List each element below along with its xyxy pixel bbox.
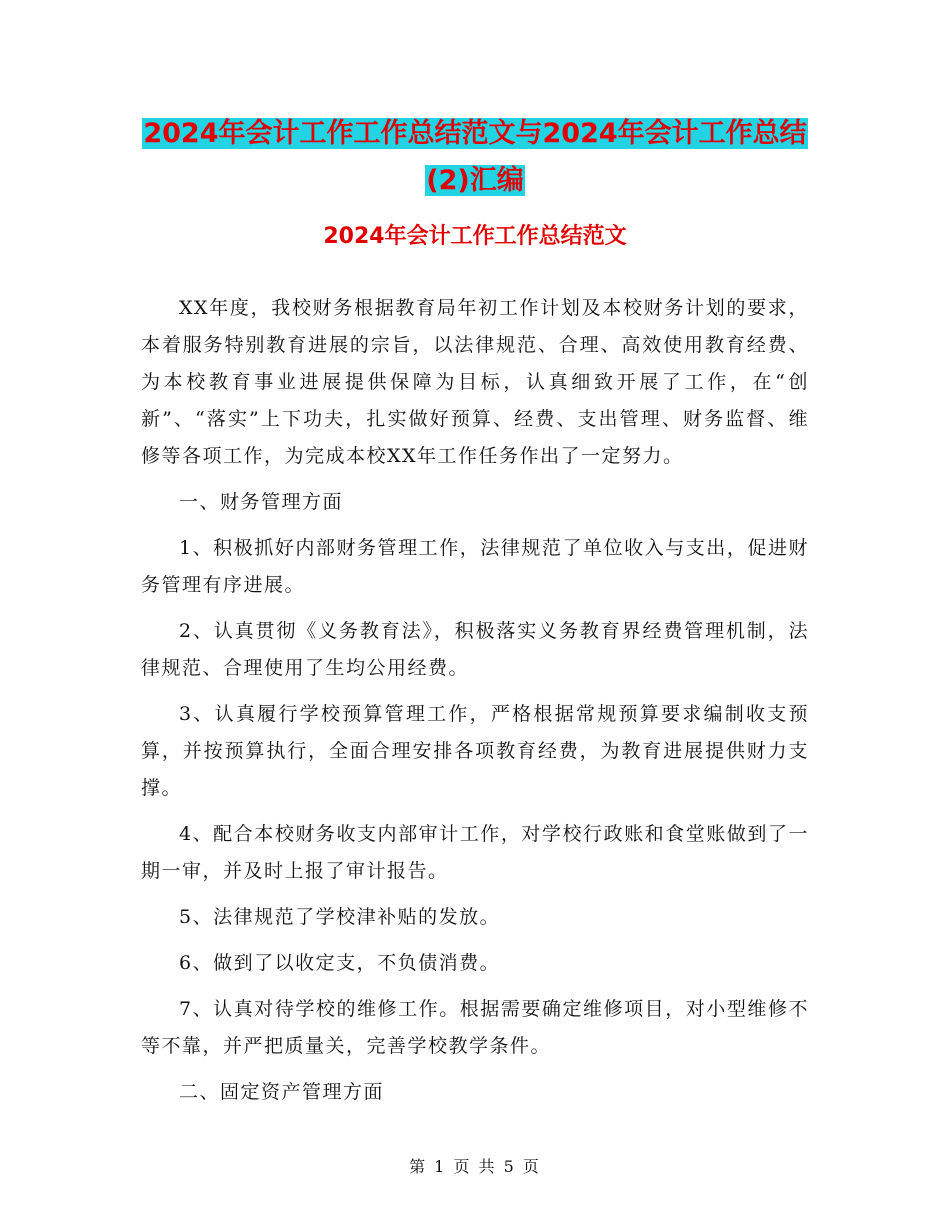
list-item: 2、认真贯彻《义务教育法》，积极落实义务教育界经费管理机制，法律规范、合理使用了生均公用经费。: [141, 620, 809, 679]
document-body: [141, 290, 809, 1120]
heading-fixed-assets: 二、固定资产管理方面: [179, 1081, 385, 1103]
document-title: [140, 110, 810, 204]
list-item: 3、认真履行学校预算管理工作，严格根据常规预算要求编制收支预算，并按预算执行，全面合理安排各项教育经费，为教育进展提供财力支撑。: [141, 703, 809, 799]
page-number-footer: 第 1 页 共 5 页: [409, 1157, 541, 1176]
list-item: 6、做到了以收定支，不负债消费。: [179, 952, 501, 974]
document-title-line-1: 2024年会计工作工作总结范文与2024年会计工作总结: [143, 118, 807, 149]
document-title-line-2: (2)汇编: [426, 165, 524, 196]
list-item: 5、法律规范了学校津补贴的发放。: [179, 906, 501, 928]
list-item: 4、配合本校财务收支内部审计工作，对学校行政账和食堂账做到了一期一审，并及时上报了审计报告。: [141, 823, 809, 882]
list-item: 7、认真对待学校的维修工作。根据需要确定维修项目，对小型维修不等不靠，并严把质量关，完善学校教学条件。: [141, 998, 809, 1057]
heading-financial-management: 一、财务管理方面: [179, 491, 344, 513]
section-title: 2024年会计工作工作总结范文: [323, 224, 627, 249]
paragraph-intro: XX年度，我校财务根据教育局年初工作计划及本校财务计划的要求，本着服务特别教育进展的宗旨，以法律规范、合理、高效使用教育经费、为本校教育事业进展提供保障为目标，认真细致开展了工作，在“创新”、“落实”上下功夫，扎实做好预算、经费、支出管理、财务监督、维修等各项工作，为完成本校XX年工作任务作出了一定努力。: [141, 297, 809, 467]
list-item: 1、积极抓好内部财务管理工作，法律规范了单位收入与支出，促进财务管理有序进展。: [141, 537, 809, 596]
